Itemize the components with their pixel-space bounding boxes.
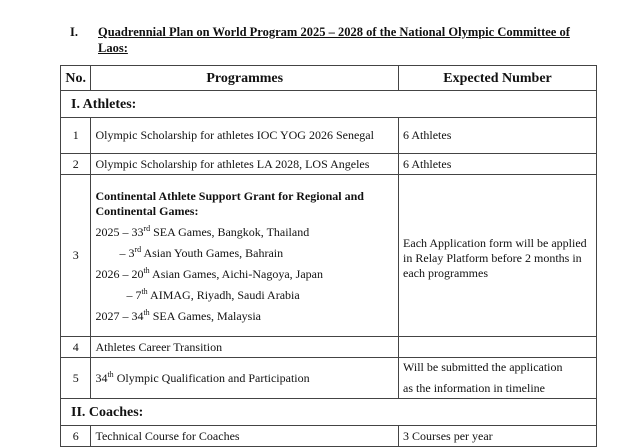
heading-title: Quadrennial Plan on World Program 2025 – 2028 of the National Olympic Committee of Laos:: [98, 25, 570, 55]
row-expected: 6 Athletes: [399, 118, 597, 154]
row-expected: [399, 358, 597, 399]
table-row: [61, 118, 597, 154]
expected-line: as the information in timeline: [403, 381, 545, 395]
header-expected-number: Expected Number: [399, 66, 597, 91]
table-row: [61, 358, 597, 399]
table-header-row: [61, 66, 597, 91]
games-line: 2027 – 34th SEA Games, Malaysia: [95, 308, 262, 323]
row-number: 4: [61, 337, 91, 358]
row-number: 3: [61, 175, 91, 337]
heading-number: I.: [70, 25, 78, 39]
row-expected: 3 Courses per year: [399, 426, 597, 447]
row-programme: Technical Course for Coaches: [91, 426, 399, 447]
programmes-table: [60, 65, 597, 447]
section-label-coaches: II. Coaches:: [61, 399, 597, 426]
continental-grant-title: Continental Athlete Support Grant for Regional and Continental Games:: [95, 189, 364, 218]
header-programmes: Programmes: [91, 66, 399, 91]
row-number: 1: [61, 118, 91, 154]
row-programme: Athletes Career Transition: [91, 337, 399, 358]
games-line: – 7th AIMAG, Riyadh, Saudi Arabia: [126, 287, 300, 302]
games-line: 2026 – 20th Asian Games, Aichi-Nagoya, Japan: [95, 266, 323, 281]
table-row: [61, 426, 597, 447]
section-row-coaches: [61, 399, 597, 426]
row-programme: Olympic Scholarship for athletes IOC YOG 2026 Senegal: [91, 118, 399, 154]
header-no: No.: [61, 66, 91, 91]
table-row: [61, 337, 597, 358]
table-row: [61, 175, 597, 337]
expected-line: Will be submitted the application: [403, 360, 563, 374]
section-label-athletes: I. Athletes:: [61, 91, 597, 118]
row-number: 5: [61, 358, 91, 399]
table-row: [61, 154, 597, 175]
row-expected: 6 Athletes: [399, 154, 597, 175]
row-number: 6: [61, 426, 91, 447]
games-line: – 3rd Asian Youth Games, Bahrain: [119, 245, 284, 260]
row-programme-continental: [91, 175, 399, 337]
row-expected: Each Application form will be applied in Relay Platform before 2 months in each programmes: [399, 175, 597, 337]
row-number: 2: [61, 154, 91, 175]
row-programme: 34th Olympic Qualification and Participation: [91, 358, 399, 399]
row-expected: [399, 337, 597, 358]
games-line: 2025 – 33rd SEA Games, Bangkok, Thailand: [95, 224, 310, 239]
row-programme: Olympic Scholarship for athletes LA 2028, LOS Angeles: [91, 154, 399, 175]
section-row-athletes: [61, 91, 597, 118]
